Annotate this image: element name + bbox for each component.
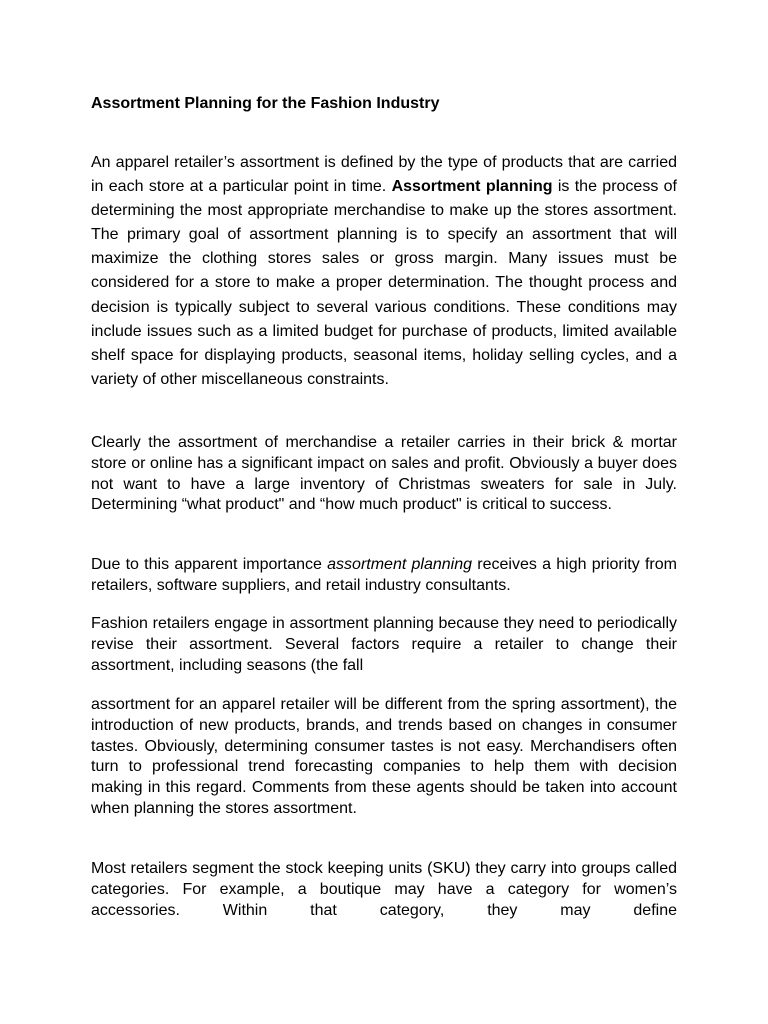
paragraph-text: receives a high priority from retailers, software suppliers, and retail industry consultants.	[91, 556, 677, 594]
paragraph-revise: Fashion retailers engage in assortment planning because they need to periodically revise their assortment. Several factors require a retailer to change their assortment, including seasons (the fall	[91, 615, 677, 674]
document-title: Assortment Planning for the Fashion Industry	[91, 95, 440, 112]
paragraph-text: is the process of determining the most appropriate merchandise to make up the stores assortment. The primary goal of assortment planning is to specify an assortment that will maximize the clothing stores sales or gross margin. Many issues must be considered for a store to make a proper determination. The thought process and decision is typically subject to several various conditions. These conditions may include issues such as a limited budget for purchase of products, limited available shelf space for displaying products, seasonal items, holiday selling cycles, and a variety of other miscellaneous constraints.	[91, 178, 677, 388]
paragraph-segment: Most retailers segment the stock keeping units (SKU) they carry into groups called categories. For example, a boutique may have a category for women’s accessories. Within that category, they may define	[91, 860, 677, 919]
paragraph-continuation: assortment for an apparel retailer will be different from the spring assortment), the introduction of new products, brands, and trends based on changes in consumer tastes. Obviously, determining consumer tastes is not easy. Merchandisers often turn to professional trend forecasting companies to help them with decision making in this regard. Comments from these agents should be taken into account when planning the stores assortment.	[91, 696, 677, 817]
bold-term: Assortment planning	[391, 178, 553, 196]
paragraph-text: An apparel retailer’s assortment is defined by the type of products that are carried in each store at a particular point in time.	[91, 154, 677, 196]
paragraph-importance	[91, 555, 677, 597]
paragraph-definition	[91, 151, 677, 392]
paragraph-impact: Clearly the assortment of merchandise a retailer carries in their brick & mortar store or online has a significant impact on sales and profit. Obviously a buyer does not want to have a large inventory of Christmas sweaters for sale in July. Determining “what product" and “how much product" is critical to success.	[91, 434, 677, 514]
paragraph-text: Due to this apparent importance	[91, 556, 328, 573]
italic-term: assortment planning	[327, 556, 473, 573]
